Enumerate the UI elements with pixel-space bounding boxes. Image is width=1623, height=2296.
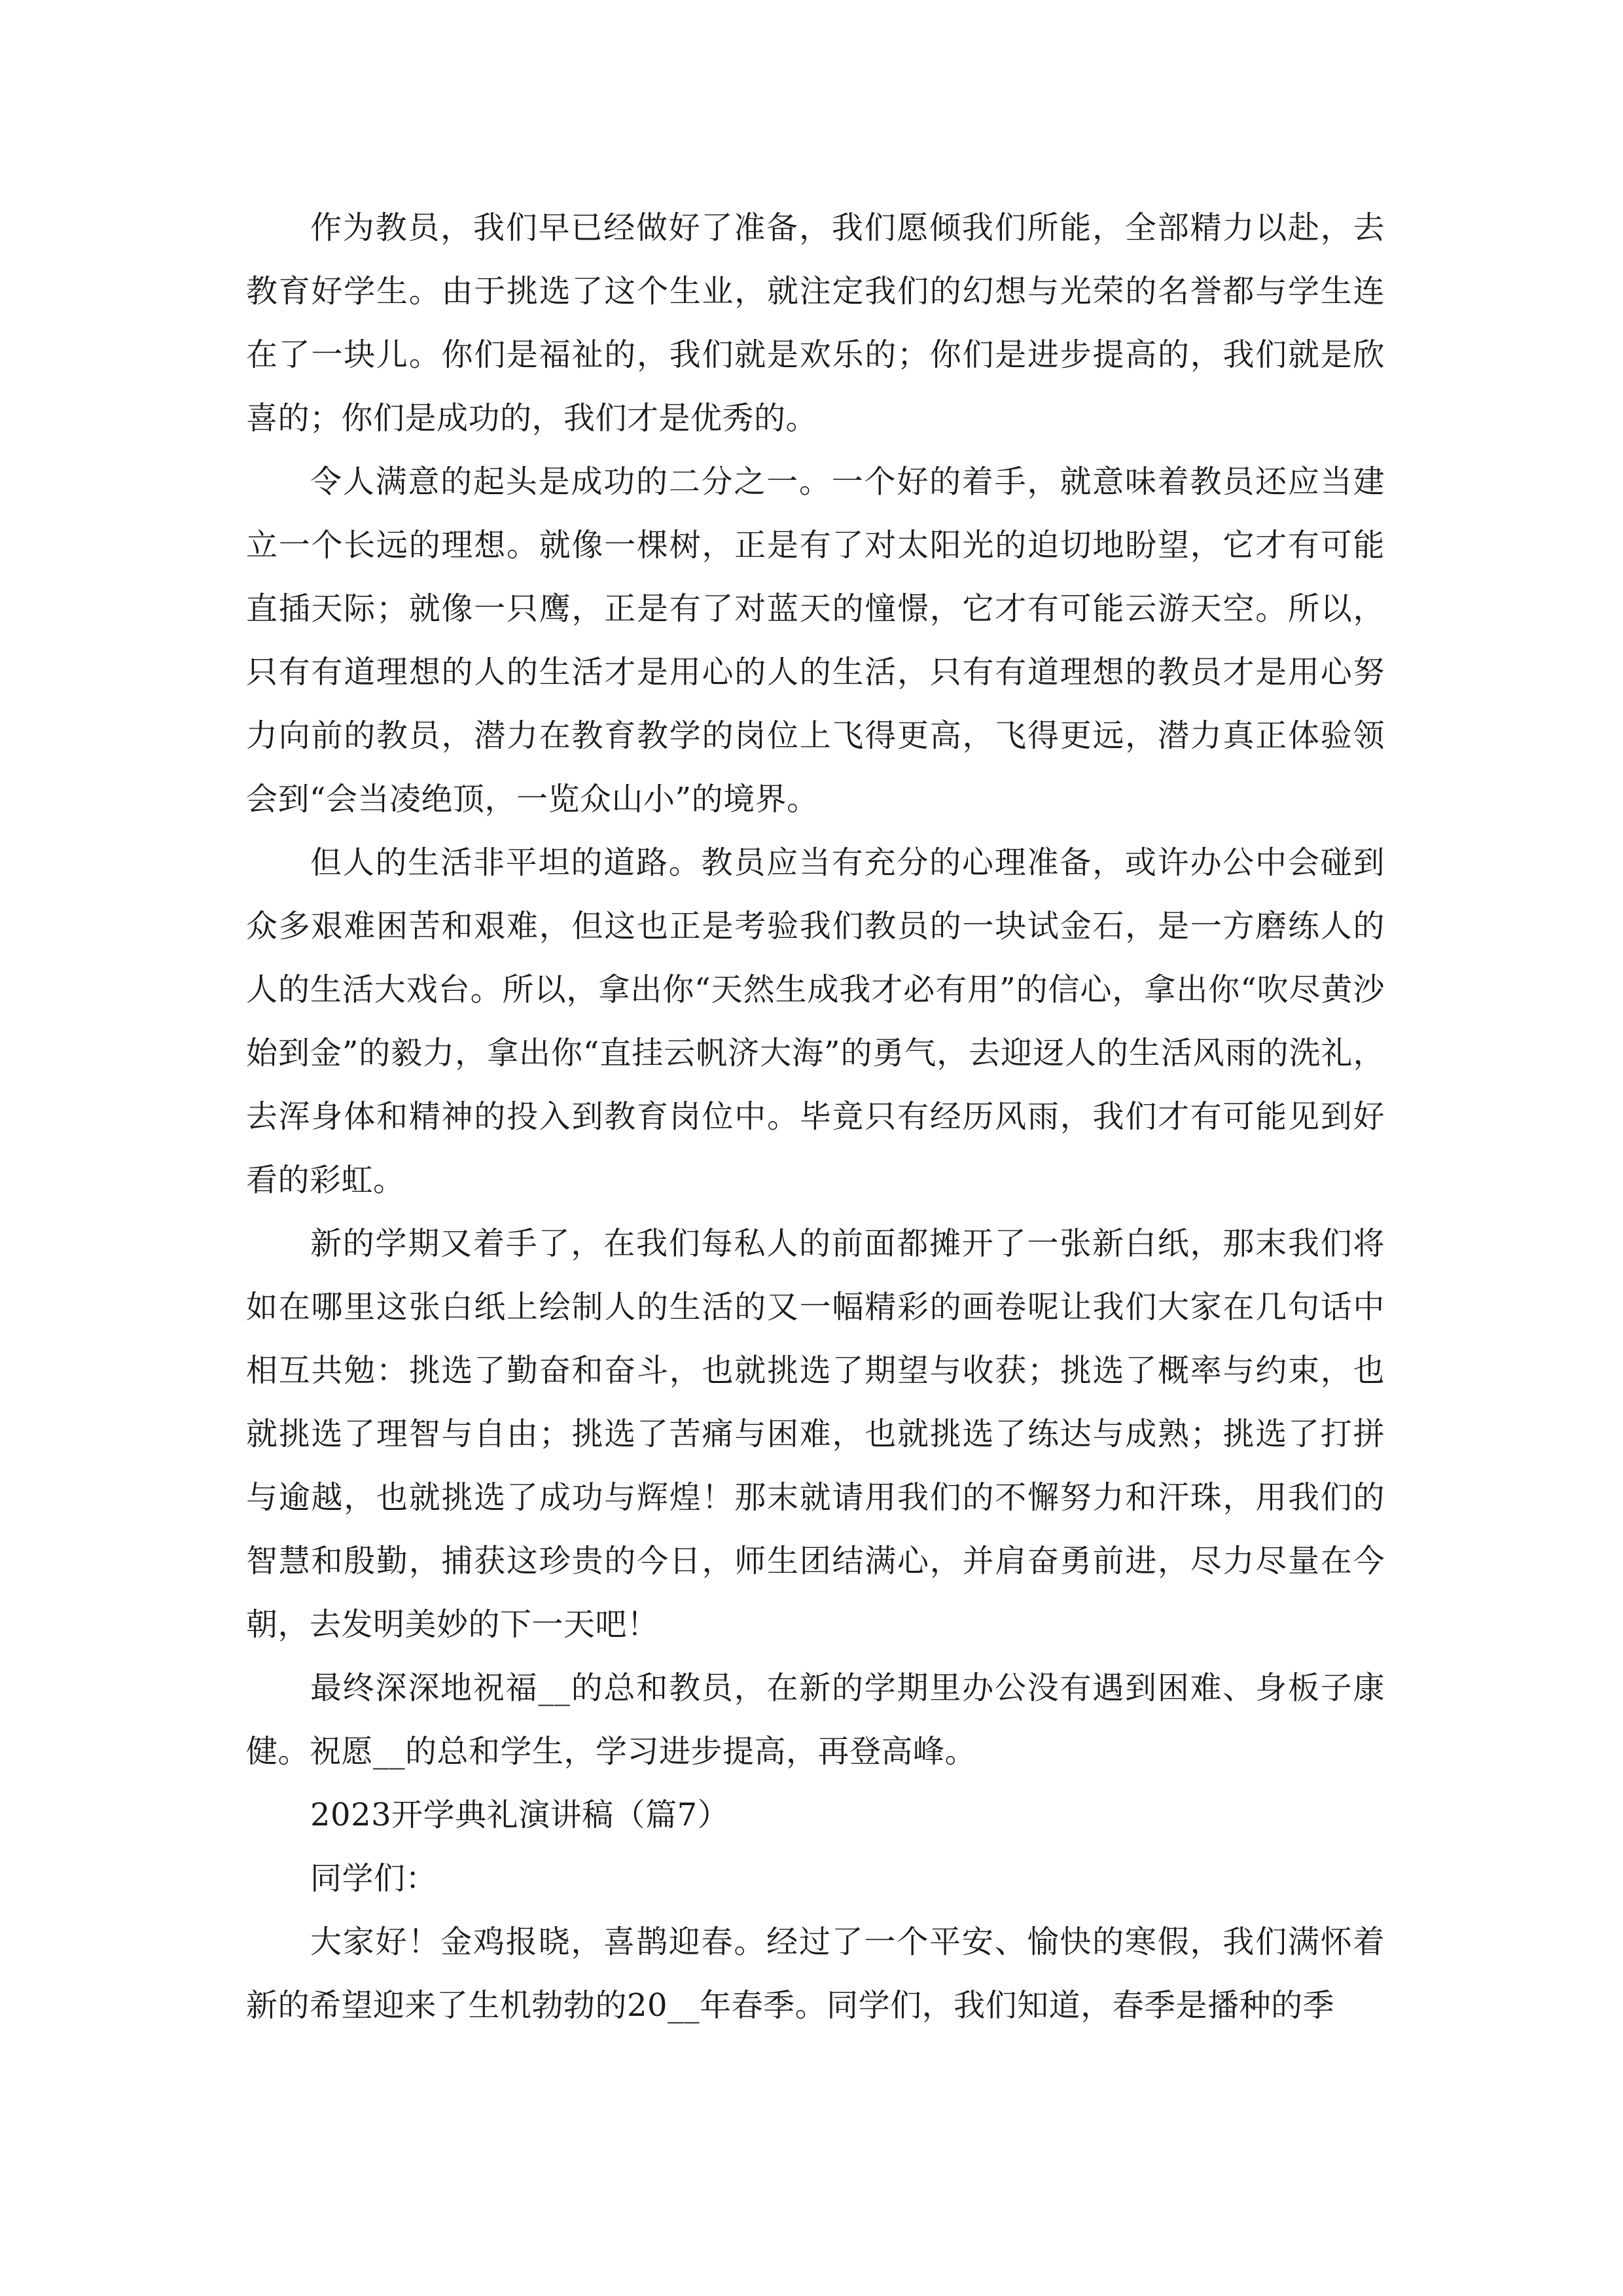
paragraph-good-start: 令人满意的起头是成功的二分之一。一个好的着手，就意味着教员还应当建立一个长远的理想。就像一棵树，正是有了对太阳光的迫切地盼望，它才有可能直插天际；就像一只鹰，正是有了对蓝天的憧憬，它才有可能云游天空。所以，只有有道理想的人的生活才是用心的人的生活，只有有道理想的教员才是用心努力向前的教员，潜力在教育教学的岗位上飞得更高，飞得更远，潜力真正体验领会到“会当凌绝顶，一览众山小”的境界。 [246,463,1385,817]
paragraph-teachers-prepared: 作为教员，我们早已经做好了准备，我们愿倾我们所能，全部精力以赴，去教育好学生。由于挑选了这个生业，就注定我们的幻想与光荣的名誉都与学生连在了一块儿。你们是福祉的，我们就是欢乐的；你们是进步提高的，我们就是欣喜的；你们是成功的，我们才是优秀的。 [246,209,1385,437]
paragraph-spring-opening: 大家好！金鸡报晓，喜鹊迎春。经过了一个平安、愉快的寒假，我们满怀着新的希望迎来了生机勃勃的20__年春季。同学们，我们知道，春季是播种的季 [246,1924,1385,2024]
greeting: 同学们： [310,1860,438,1897]
section-title: 2023开学典礼演讲稿（篇7） [310,1797,730,1833]
paragraph-life-not-flat: 但人的生活非平坦的道路。教员应当有充分的心理准备，或许办公中会碰到众多艰难困苦和艰难，但这也正是考验我们教员的一块试金石，是一方磨练人的人的生活大戏台。所以，拿出你“天然生成我才必有用”的信心，拿出你“吹尽黄沙始到金”的毅力，拿出你“直挂云帆济大海”的勇气，去迎迓人的生活风雨的洗礼，去浑身体和精神的投入到教育岗位中。毕竟只有经历风雨，我们才有可能见到好看的彩虹。 [246,844,1385,1198]
paragraph-new-semester: 新的学期又着手了，在我们每私人的前面都摊开了一张新白纸，那末我们将如在哪里这张白纸上绘制人的生活的又一幅精彩的画卷呢让我们大家在几句话中相互共勉：挑选了勤奋和奋斗，也就挑选了期望与收获；挑选了概率与约束，也就挑选了理智与自由；挑选了苦痛与困难，也就挑选了练达与成熟；挑选了打拼与逾越，也就挑选了成功与辉煌！那末就请用我们的不懈努力和汗珠，用我们的智慧和殷勤，捕获这珍贵的今日，师生团结满心，并肩奋勇前进，尽力尽量在今朝，去发明美妙的下一天吧！ [246,1225,1385,1643]
paragraph-final-wishes: 最终深深地祝福__的总和教员，在新的学期里办公没有遇到困难、身板子康健。祝愿__的总和学生，学习进步提高，再登高峰。 [246,1670,1385,1770]
document-page [246,196,1385,2037]
